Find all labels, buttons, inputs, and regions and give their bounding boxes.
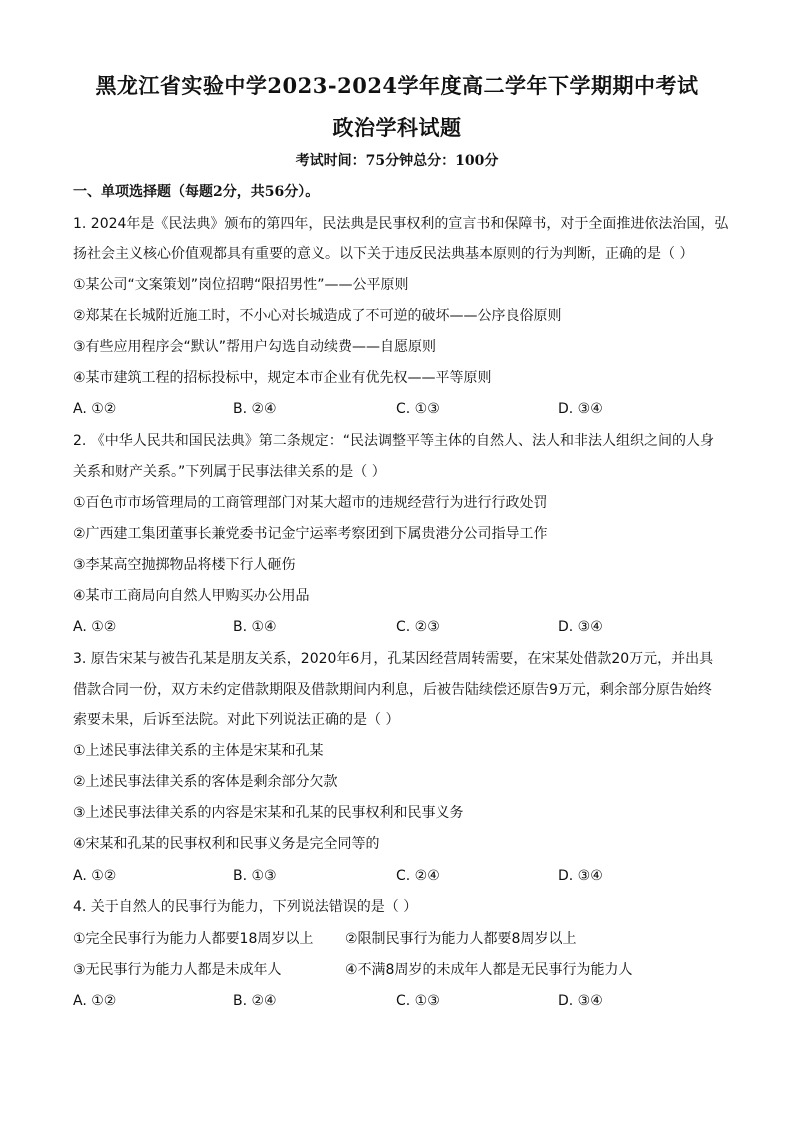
question-3-options <box>73 866 733 886</box>
question-4-statement-2: ②限制民事行为能力人都要8周岁以上 <box>345 931 577 947</box>
question-1-statement-3: ③有些应用程序会“默认”帮用户勾选自动续费——自愿原则 <box>73 339 437 355</box>
question-4-options <box>73 991 733 1011</box>
option-a[interactable]: A. ①② <box>73 868 117 884</box>
option-b[interactable]: B. ②④ <box>233 993 277 1009</box>
option-b[interactable]: B. ①③ <box>233 868 277 884</box>
question-2-statement-1: ①百色市市场管理局的工商管理部门对某大超市的违规经营行为进行行政处罚 <box>73 495 548 511</box>
question-2-stem-line-2: 关系和财产关系。”下列属于民事法律关系的是（ ） <box>73 464 386 480</box>
option-a[interactable]: A. ①② <box>73 619 117 635</box>
question-3-statement-1: ①上述民事法律关系的主体是宋某和孔某 <box>73 743 324 759</box>
section-heading: 一、单项选择题（每题2分，共56分）。 <box>73 184 320 200</box>
question-3-stem-line-1: 3. 原告宋某与被告孔某是朋友关系，2020年6月，孔某因经营周转需要，在宋某处借款20万元，并出具 <box>73 651 714 667</box>
question-4-statement-4: ④不满8周岁的未成年人都是无民事行为能力人 <box>345 962 633 978</box>
option-c[interactable]: C. ②③ <box>396 619 440 635</box>
question-1-stem-line-2: 扬社会主义核心价值观都具有重要的意义。以下关于违反民法典基本原则的行为判断，正确的是（ ） <box>73 246 694 262</box>
question-4-statement-row-2 <box>73 960 733 980</box>
question-1-stem-line-1: 1. 2024年是《民法典》颁布的第四年，民法典是民事权利的宣言书和保障书，对于全面推进依法治国，弘 <box>73 216 729 232</box>
question-2-statement-3: ③李某高空抛掷物品将楼下行人砸伤 <box>73 557 296 573</box>
question-4-statement-1: ①完全民事行为能力人都要18周岁以上 <box>73 931 314 947</box>
question-3-stem-line-2: 借款合同一份，双方未约定借款期限及借款期间内利息，后被告陆续偿还原告9万元，剩余部分原告始终 <box>73 682 712 698</box>
exam-info: 考试时间：75分钟总分：100分 <box>295 153 499 169</box>
question-1-statement-4: ④某市建筑工程的招标投标中，规定本市企业有优先权——平等原则 <box>73 370 492 386</box>
question-3-statement-2: ②上述民事法律关系的客体是剩余部分欠款 <box>73 774 338 790</box>
exam-title: 黑龙江省实验中学2023-2024学年度高二学年下学期期中考试 <box>95 73 699 98</box>
option-d[interactable]: D. ③④ <box>558 401 603 417</box>
option-a[interactable]: A. ①② <box>73 993 117 1009</box>
question-3-stem-line-3: 索要未果，后诉至法院。对此下列说法正确的是（ ） <box>73 712 400 728</box>
option-b[interactable]: B. ②④ <box>233 401 277 417</box>
option-d[interactable]: D. ③④ <box>558 619 603 635</box>
option-d[interactable]: D. ③④ <box>558 868 603 884</box>
question-4-stem-line-1: 4. 关于自然人的民事行为能力，下列说法错误的是（ ） <box>73 899 418 915</box>
option-c[interactable]: C. ①③ <box>396 401 440 417</box>
question-2-options <box>73 617 733 637</box>
question-4-statement-row-1 <box>73 929 733 949</box>
question-1-statement-2: ②郑某在长城附近施工时，不小心对长城造成了不可逆的破坏——公序良俗原则 <box>73 308 562 324</box>
option-d[interactable]: D. ③④ <box>558 993 603 1009</box>
question-1-statement-1: ①某公司“文案策划”岗位招聘“限招男性”——公平原则 <box>73 277 409 293</box>
question-3-statement-4: ④宋某和孔某的民事权利和民事义务是完全同等的 <box>73 836 380 852</box>
question-4-statement-3: ③无民事行为能力人都是未成年人 <box>73 962 282 978</box>
question-2-statement-2: ②广西建工集团董事长兼党委书记金宁运率考察团到下属贵港分公司指导工作 <box>73 526 548 542</box>
option-c[interactable]: C. ②④ <box>396 868 440 884</box>
option-a[interactable]: A. ①② <box>73 401 117 417</box>
question-1-options <box>73 399 733 419</box>
subject-title: 政治学科试题 <box>332 115 462 140</box>
question-2-stem-line-1: 2. 《中华人民共和国民法典》第二条规定：“民法调整平等主体的自然人、法人和非法人组织之间的人身 <box>73 433 715 449</box>
option-b[interactable]: B. ①④ <box>233 619 277 635</box>
option-c[interactable]: C. ①③ <box>396 993 440 1009</box>
question-3-statement-3: ③上述民事法律关系的内容是宋某和孔某的民事权利和民事义务 <box>73 805 464 821</box>
question-2-statement-4: ④某市工商局向自然人甲购买办公用品 <box>73 588 310 604</box>
